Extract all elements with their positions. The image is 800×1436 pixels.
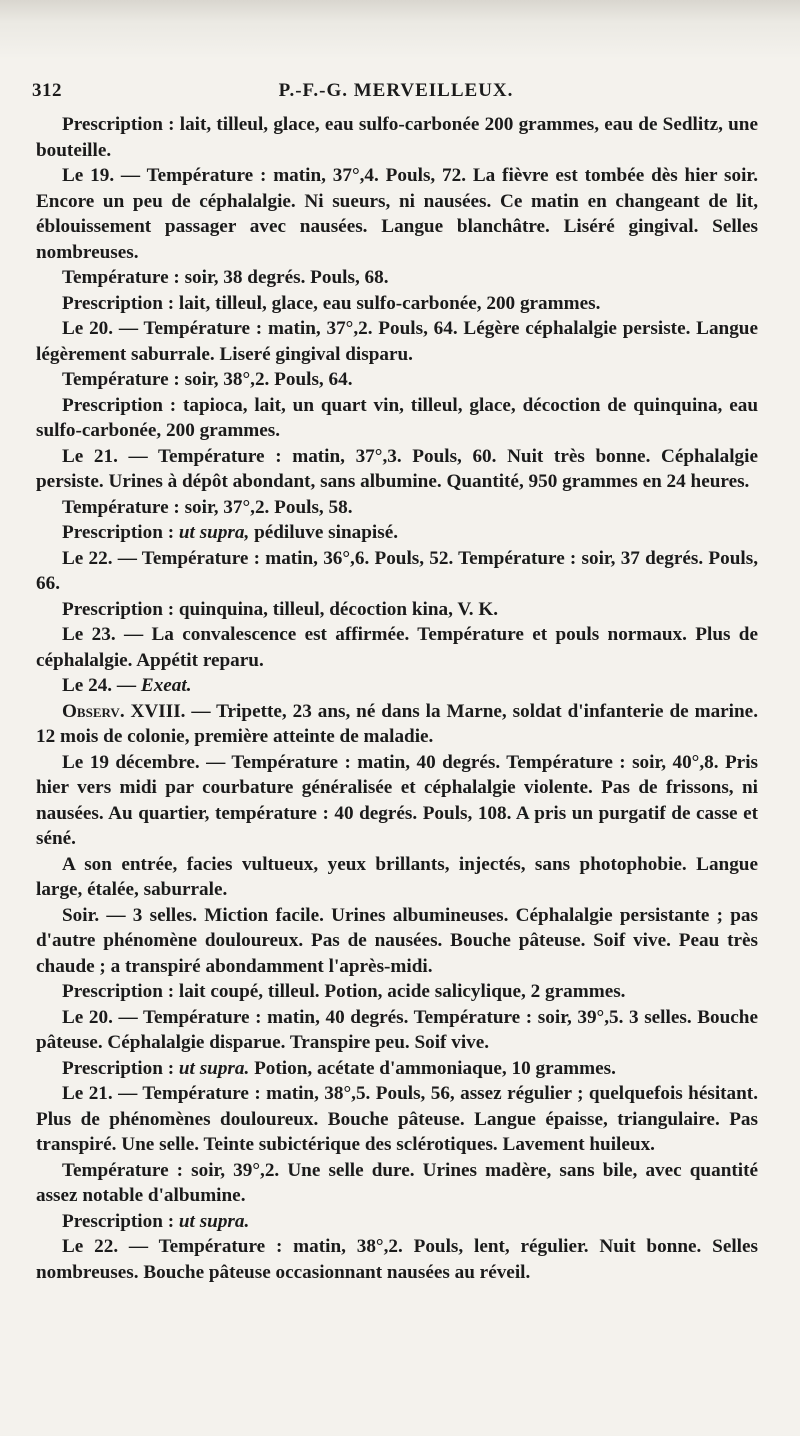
paragraph: Le 20. — Température : matin, 37°,2. Pouls, 64. Légère céphalalgie persiste. Langue légèrement saburrale. Liseré gingival disparu. (36, 318, 758, 365)
page-header (32, 80, 760, 110)
text-run: Prescription : (62, 1210, 179, 1232)
italic-run: ut supra. (178, 1210, 250, 1232)
paragraph: Prescription : lait, tilleul, glace, eau sulfo-carbonée, 200 grammes. (62, 292, 601, 314)
italic-run: ut supra, (178, 522, 250, 543)
paragraph: Prescription : quinquina, tilleul, décoction kina, V. K. (62, 598, 499, 620)
paragraph: Le 19 décembre. — Température : matin, 40 degrés. Température : soir, 40°,8. Pris hier vers midi par courbature généralisée et céphalalgie violente. Pas de frissons, ni nausées. Au quartier, température : 40 degrés. Pouls, 108. A pris un purgatif de casse et séné. (36, 751, 758, 849)
text-run: Potion, acétate d'ammoniaque, 10 grammes. (249, 1057, 616, 1079)
italic-run: Exeat. (140, 675, 192, 696)
paragraph (36, 1056, 758, 1082)
paragraph: Prescription : lait coupé, tilleul. Potion, acide salicylique, 2 grammes. (62, 981, 626, 1002)
smallcaps-run: Observ. (62, 700, 125, 722)
observation-heading-paragraph (36, 699, 758, 750)
paragraph (36, 1209, 758, 1235)
text-run: XVIII. — Tripette, 23 ans, né dans la Marne, soldat d'infanterie de marine. 12 mois de colonie, première atteinte de maladie. (36, 700, 758, 747)
text-run: Le 24. — (62, 675, 141, 696)
paragraph: Température : soir, 39°,2. Une selle dure. Urines madère, sans bile, avec quantité assez notable d'albumine. (36, 1159, 758, 1206)
text-run: Prescription : (62, 1057, 179, 1079)
paragraph: Le 22. — Température : matin, 36°,6. Pouls, 52. Température : soir, 37 degrés. Pouls, 66. (36, 547, 758, 594)
italic-run: ut supra. (178, 1057, 250, 1079)
page-number: 312 (32, 80, 62, 101)
paragraph: Température : soir, 38°,2. Pouls, 64. (62, 369, 353, 390)
paragraph: Prescription : tapioca, lait, un quart vin, tilleul, glace, décoction de quinquina, eau sulfo-carbonée, 200 grammes. (36, 394, 758, 441)
paragraph: Température : soir, 38 degrés. Pouls, 68. (62, 267, 389, 288)
paragraph: Le 23. — La convalescence est affirmée. Température et pouls normaux. Plus de céphalalgie. Appétit reparu. (36, 624, 758, 671)
paragraph: Le 22. — Température : matin, 38°,2. Pouls, lent, régulier. Nuit bonne. Selles nombreuses. Bouche pâteuse occasionnant nausées au réveil. (36, 1236, 758, 1283)
paragraph (36, 520, 758, 546)
running-title: P.-F.-G. MERVEILLEUX. (278, 80, 514, 101)
paragraph: A son entrée, facies vultueux, yeux brillants, injectés, sans photophobie. Langue large, étalée, saburrale. (36, 853, 758, 900)
paragraph: Le 21. — Température : matin, 37°,3. Pouls, 60. Nuit très bonne. Céphalalgie persiste. Urines à dépôt abondant, sans albumine. Quantité, 950 grammes en 24 heures. (36, 445, 758, 492)
text-run: pédiluve sinapisé. (249, 522, 399, 543)
paragraph (36, 673, 758, 699)
paragraph: Température : soir, 37°,2. Pouls, 58. (62, 496, 353, 518)
paragraph: Le 21. — Température : matin, 38°,5. Pouls, 56, assez régulier ; quelquefois hésitant. Plus de phénomènes douloureux. Bouche pâteuse. Langue épaisse, triangulaire. Pas transpiré. Une selle. Teinte subictérique des sclérotiques. Lavement huileux. (36, 1083, 758, 1155)
paragraph: Le 19. — Température : matin, 37°,4. Pouls, 72. La fièvre est tombée dès hier soir. Encore un peu de céphalalgie. Ni sueurs, ni nausées. Ce matin en changeant de lit, éblouissement passager avec nausées. Langue blanchâtre. Liséré gingival. Selles nombreuses. (36, 165, 758, 263)
paragraph: Soir. — 3 selles. Miction facile. Urines albumineuses. Céphalalgie persistante ; pas d'autre phénomène douloureux. Pas de nausées. Bouche pâteuse. Soif vive. Peau très chaude ; a transpiré abondamment l'après-midi. (36, 904, 758, 977)
body-text (36, 112, 758, 1285)
paragraph: Le 20. — Température : matin, 40 degrés. Température : soir, 39°,5. 3 selles. Bouche pâteuse. Céphalalgie disparue. Transpire peu. Soif vive. (36, 1006, 758, 1053)
text-run: Prescription : (62, 522, 179, 543)
paragraph: Prescription : lait, tilleul, glace, eau sulfo-carbonée 200 grammes, eau de Sedlitz, une bouteille. (36, 114, 758, 161)
